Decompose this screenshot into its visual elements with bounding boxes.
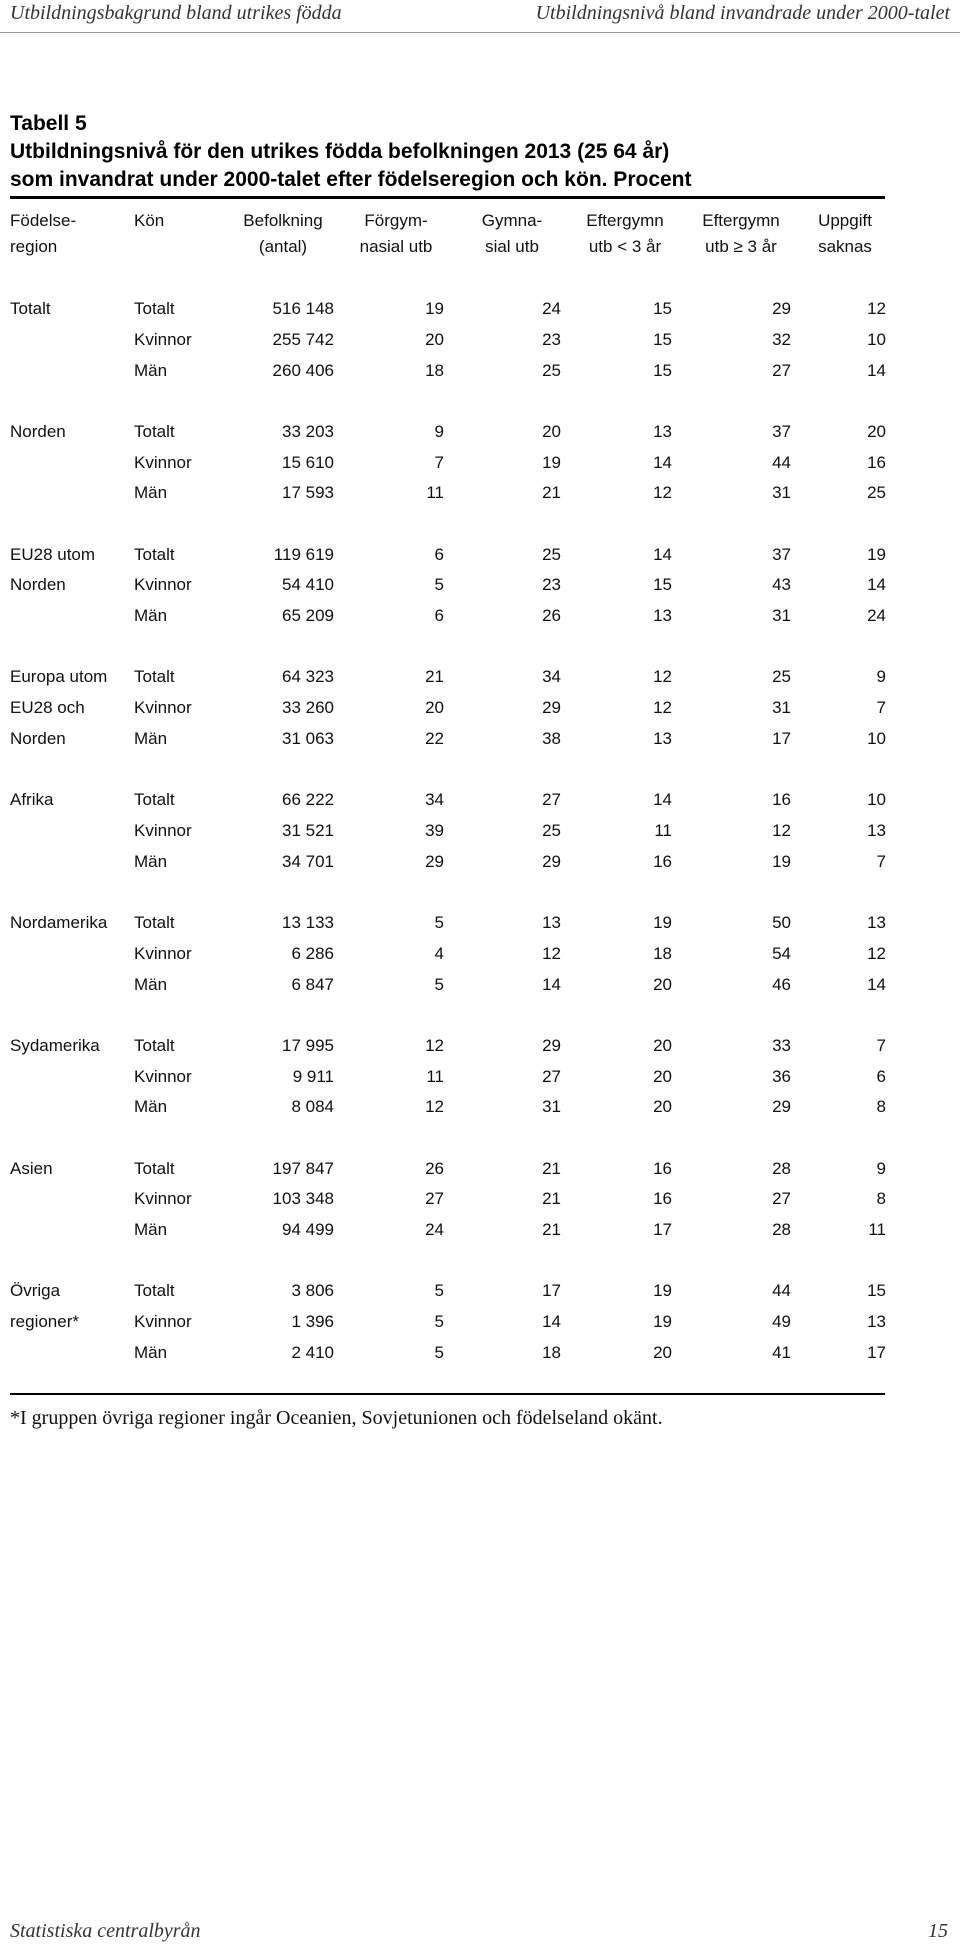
column-header-text: nasial utb: [359, 237, 433, 256]
cell-v2: 12: [542, 943, 561, 963]
cell-kon: Totalt: [134, 1158, 175, 1178]
cell-v1: 34: [425, 790, 444, 810]
cell-befolkning: 1 396: [291, 1312, 334, 1332]
cell-v5: 14: [867, 575, 886, 595]
cell-v1: 29: [425, 851, 444, 871]
cell-v2: 25: [542, 544, 561, 564]
column-header-text: (antal): [258, 237, 308, 256]
cell-v5: 10: [867, 729, 886, 748]
column-header-5: [570, 208, 680, 260]
column-header-text: utb ≥ 3 år: [705, 237, 777, 256]
column-header-text: region: [10, 237, 58, 256]
running-header: [0, 0, 960, 34]
cell-v2: 29: [542, 851, 561, 871]
cell-v4: 29: [772, 1097, 791, 1117]
cell-v1: 20: [425, 329, 444, 349]
cell-v2: 21: [542, 1220, 561, 1240]
cell-v5: 8: [876, 1189, 886, 1209]
column-header-6: [686, 208, 796, 260]
cell-v5: 8: [876, 1097, 886, 1117]
cell-region: Norden: [10, 575, 66, 595]
cell-v3: 14: [653, 452, 672, 472]
cell-v4: 49: [772, 1312, 791, 1332]
cell-befolkning: 64 323: [282, 667, 334, 687]
cell-v1: 5: [434, 575, 444, 595]
column-header-text: Eftergymn: [586, 211, 664, 230]
cell-befolkning: 8 084: [291, 1097, 334, 1117]
cell-v3: 12: [653, 483, 672, 503]
cell-v4: 27: [772, 1189, 791, 1209]
cell-befolkning: 3 806: [291, 1281, 334, 1301]
cell-kon: Kvinnor: [134, 943, 192, 963]
column-header-3: [346, 208, 446, 260]
cell-v1: 20: [425, 698, 444, 718]
cell-v4: 37: [772, 421, 791, 441]
cell-befolkning: 33 203: [282, 421, 334, 441]
cell-v1: 4: [434, 943, 444, 963]
cell-v3: 19: [653, 1312, 672, 1332]
cell-v5: 25: [867, 483, 886, 503]
cell-v4: 28: [772, 1158, 791, 1178]
cell-v3: 19: [653, 913, 672, 932]
cell-v1: 11: [426, 483, 444, 503]
cell-befolkning: 31 063: [282, 729, 334, 748]
cell-v5: 16: [867, 452, 886, 472]
cell-kon: Totalt: [134, 421, 175, 441]
table-label: Tabell 5: [10, 112, 87, 135]
cell-kon: Totalt: [134, 913, 175, 932]
cell-v1: 9: [434, 421, 444, 441]
cell-v1: 7: [434, 452, 444, 472]
cell-v4: 19: [772, 851, 791, 871]
cell-v4: 44: [772, 452, 791, 472]
column-header-text: saknas: [818, 237, 872, 256]
cell-kon: Kvinnor: [134, 329, 192, 349]
column-header-text: Kön: [134, 211, 165, 230]
cell-befolkning: 31 521: [282, 821, 334, 840]
column-header-text: Befolkning: [243, 211, 323, 230]
cell-region: Asien: [10, 1158, 53, 1178]
cell-kon: Totalt: [134, 299, 175, 318]
cell-v2: 25: [542, 360, 561, 380]
cell-v5: 13: [867, 1312, 886, 1332]
cell-v2: 25: [542, 821, 561, 840]
cell-v3: 16: [653, 1158, 672, 1178]
cell-region: Norden: [10, 729, 66, 748]
cell-v4: 31: [772, 606, 791, 626]
cell-v1: 5: [434, 1343, 444, 1362]
cell-kon: Män: [134, 851, 168, 871]
cell-kon: Totalt: [134, 544, 175, 564]
page-number: 15: [928, 1920, 948, 1942]
column-header-text: Eftergymn: [702, 211, 780, 230]
cell-v3: 17: [653, 1220, 672, 1240]
cell-kon: Kvinnor: [134, 452, 192, 472]
cell-v5: 19: [867, 544, 886, 564]
cell-v3: 13: [653, 421, 672, 441]
cell-v5: 9: [876, 1158, 886, 1178]
cell-v5: 13: [867, 913, 886, 932]
cell-v1: 6: [434, 544, 444, 564]
cell-befolkning: 65 209: [282, 606, 334, 626]
cell-v5: 10: [867, 790, 886, 810]
cell-befolkning: 17 995: [282, 1035, 334, 1055]
cell-v2: 18: [542, 1343, 561, 1362]
cell-v3: 20: [653, 1097, 672, 1117]
cell-v4: 28: [772, 1220, 791, 1240]
running-header-right: Utbildningsnivå bland invandrade under 2000-talet: [535, 2, 950, 24]
cell-v3: 14: [653, 544, 672, 564]
cell-v5: 14: [867, 974, 886, 994]
table-top-rule: [10, 196, 885, 199]
cell-kon: Män: [134, 1220, 168, 1240]
column-header-7: [805, 208, 885, 260]
cell-v4: 31: [772, 483, 791, 503]
cell-v2: 29: [542, 698, 561, 718]
cell-kon: Totalt: [134, 1035, 175, 1055]
cell-v3: 20: [653, 1035, 672, 1055]
cell-region: Afrika: [10, 790, 54, 810]
cell-v4: 37: [772, 544, 791, 564]
cell-v1: 26: [425, 1158, 444, 1178]
cell-kon: Kvinnor: [134, 821, 192, 840]
cell-befolkning: 13 133: [282, 913, 334, 932]
cell-v4: 46: [772, 974, 791, 994]
cell-v4: 54: [772, 943, 791, 963]
cell-v2: 27: [542, 1066, 561, 1086]
cell-v1: 27: [425, 1189, 444, 1209]
cell-v4: 41: [772, 1343, 791, 1362]
cell-v1: 12: [425, 1035, 444, 1055]
cell-v5: 17: [867, 1343, 886, 1362]
cell-kon: Män: [134, 360, 168, 380]
table-footnote: *I gruppen övriga regioner ingår Oceanien, Sovjetunionen och födelseland okänt.: [10, 1407, 663, 1429]
cell-v2: 23: [542, 329, 561, 349]
cell-befolkning: 94 499: [282, 1220, 334, 1240]
cell-befolkning: 516 148: [272, 299, 334, 318]
cell-v5: 12: [867, 299, 886, 318]
cell-region: regioner*: [10, 1312, 79, 1332]
cell-kon: Kvinnor: [134, 1066, 192, 1086]
cell-v5: 11: [868, 1220, 886, 1240]
cell-v5: 12: [867, 943, 886, 963]
cell-befolkning: 197 847: [272, 1158, 334, 1178]
cell-befolkning: 34 701: [282, 851, 334, 871]
cell-v2: 34: [542, 667, 561, 687]
cell-befolkning: 17 593: [282, 483, 334, 503]
cell-v2: 24: [542, 299, 561, 318]
cell-v3: 19: [653, 1281, 672, 1301]
cell-befolkning: 33 260: [282, 698, 334, 718]
cell-v3: 15: [653, 329, 672, 349]
cell-v4: 50: [772, 913, 791, 932]
cell-v5: 20: [867, 421, 886, 441]
cell-kon: Totalt: [134, 667, 175, 687]
cell-v1: 11: [426, 1066, 444, 1086]
cell-kon: Kvinnor: [134, 1189, 192, 1209]
table-title-line-1: Utbildningsnivå för den utrikes födda befolkningen 2013 (25 64 år): [10, 140, 670, 163]
page-footer: [0, 1920, 960, 1950]
cell-kon: Män: [134, 974, 168, 994]
cell-kon: Män: [134, 483, 168, 503]
cell-v5: 24: [867, 606, 886, 626]
cell-region: Europa utom: [10, 667, 108, 687]
cell-v4: 17: [772, 729, 791, 748]
cell-v1: 5: [434, 1281, 444, 1301]
cell-v3: 11: [654, 821, 672, 840]
cell-v5: 7: [876, 1035, 886, 1055]
cell-v4: 29: [772, 299, 791, 318]
column-header-4: [462, 208, 562, 260]
footer-publisher: Statistiska centralbyrån: [10, 1920, 201, 1942]
cell-v2: 23: [542, 575, 561, 595]
cell-v4: 12: [772, 821, 791, 840]
running-header-left: Utbildningsbakgrund bland utrikes födda: [10, 2, 342, 24]
cell-v1: 5: [434, 913, 444, 932]
cell-v3: 20: [653, 1343, 672, 1362]
cell-v4: 16: [772, 790, 791, 810]
cell-v1: 39: [425, 821, 444, 840]
cell-befolkning: 9 911: [292, 1066, 334, 1086]
cell-v2: 14: [542, 974, 561, 994]
cell-v5: 15: [867, 1281, 886, 1301]
cell-v4: 43: [772, 575, 791, 595]
header-divider: [0, 32, 960, 33]
column-header-text: sial utb: [485, 237, 539, 256]
cell-v5: 7: [876, 698, 886, 718]
cell-v1: 5: [434, 1312, 444, 1332]
cell-v5: 10: [867, 329, 886, 349]
cell-kon: Totalt: [134, 790, 175, 810]
cell-region: Nordamerika: [10, 913, 108, 932]
cell-v3: 18: [653, 943, 672, 963]
cell-v1: 22: [425, 729, 444, 748]
cell-v4: 33: [772, 1035, 791, 1055]
cell-v2: 14: [542, 1312, 561, 1332]
cell-kon: Totalt: [134, 1281, 175, 1301]
cell-region: Övriga: [10, 1281, 61, 1301]
cell-v1: 21: [425, 667, 444, 687]
cell-v2: 26: [542, 606, 561, 626]
column-header-0: [10, 208, 110, 260]
cell-region: Totalt: [10, 299, 51, 318]
cell-v2: 21: [542, 1158, 561, 1178]
cell-befolkning: 15 610: [282, 452, 334, 472]
cell-v1: 18: [425, 360, 444, 380]
cell-v2: 29: [542, 1035, 561, 1055]
cell-v3: 15: [653, 575, 672, 595]
cell-v4: 27: [772, 360, 791, 380]
cell-kon: Män: [134, 606, 168, 626]
cell-v2: 20: [542, 421, 561, 441]
cell-kon: Kvinnor: [134, 575, 192, 595]
cell-befolkning: 54 410: [282, 575, 334, 595]
table-title-line-2: som invandrat under 2000-talet efter födelseregion och kön. Procent: [10, 168, 692, 191]
cell-v1: 19: [425, 299, 444, 318]
cell-v2: 21: [542, 1189, 561, 1209]
cell-v3: 15: [653, 360, 672, 380]
column-header-text: Förgym-: [364, 211, 428, 230]
cell-kon: Kvinnor: [134, 698, 192, 718]
cell-v3: 13: [653, 606, 672, 626]
cell-v1: 12: [425, 1097, 444, 1117]
cell-v3: 12: [653, 698, 672, 718]
cell-befolkning: 119 619: [273, 544, 334, 564]
cell-kon: Män: [134, 1343, 168, 1362]
cell-kon: Män: [134, 1097, 168, 1117]
cell-v2: 17: [542, 1281, 561, 1301]
cell-v5: 7: [876, 851, 886, 871]
cell-v3: 12: [653, 667, 672, 687]
cell-v1: 5: [434, 974, 444, 994]
cell-v4: 36: [772, 1066, 791, 1086]
cell-befolkning: 2 410: [291, 1343, 334, 1362]
cell-region: EU28 utom: [10, 544, 96, 564]
cell-befolkning: 255 742: [272, 329, 334, 349]
table-bottom-rule: [10, 1393, 885, 1395]
cell-befolkning: 6 286: [291, 943, 334, 963]
column-header-1: [134, 208, 194, 234]
cell-v2: 21: [542, 483, 561, 503]
cell-v3: 13: [653, 729, 672, 748]
cell-v2: 13: [542, 913, 561, 932]
column-header-text: Födelse-: [10, 211, 77, 230]
cell-region: EU28 och: [10, 698, 85, 718]
column-header-text: utb < 3 år: [588, 237, 662, 256]
cell-v5: 9: [876, 667, 886, 687]
cell-v3: 16: [653, 1189, 672, 1209]
cell-v3: 15: [653, 299, 672, 318]
cell-region: Norden: [10, 421, 66, 441]
column-header-2: [228, 208, 338, 260]
cell-v4: 31: [772, 698, 791, 718]
cell-v2: 31: [542, 1097, 561, 1117]
cell-befolkning: 6 847: [291, 974, 334, 994]
column-header-text: Gymna-: [481, 211, 543, 230]
cell-v1: 6: [434, 606, 444, 626]
cell-v3: 14: [653, 790, 672, 810]
cell-v4: 25: [772, 667, 791, 687]
cell-v3: 20: [653, 1066, 672, 1086]
table-title: [10, 110, 692, 194]
cell-v3: 16: [653, 851, 672, 871]
cell-befolkning: 66 222: [282, 790, 334, 810]
cell-kon: Män: [134, 729, 168, 748]
cell-befolkning: 260 406: [272, 360, 334, 380]
cell-v1: 24: [425, 1220, 444, 1240]
cell-kon: Kvinnor: [134, 1312, 192, 1332]
cell-v2: 38: [542, 729, 561, 748]
cell-v3: 20: [653, 974, 672, 994]
cell-v5: 6: [876, 1066, 886, 1086]
cell-v5: 14: [867, 360, 886, 380]
cell-v4: 44: [772, 1281, 791, 1301]
cell-v2: 27: [542, 790, 561, 810]
cell-region: Sydamerika: [10, 1035, 100, 1055]
cell-v4: 32: [772, 329, 791, 349]
column-header-text: Uppgift: [818, 211, 872, 230]
cell-befolkning: 103 348: [272, 1189, 334, 1209]
cell-v5: 13: [867, 821, 886, 840]
cell-v2: 19: [542, 452, 561, 472]
